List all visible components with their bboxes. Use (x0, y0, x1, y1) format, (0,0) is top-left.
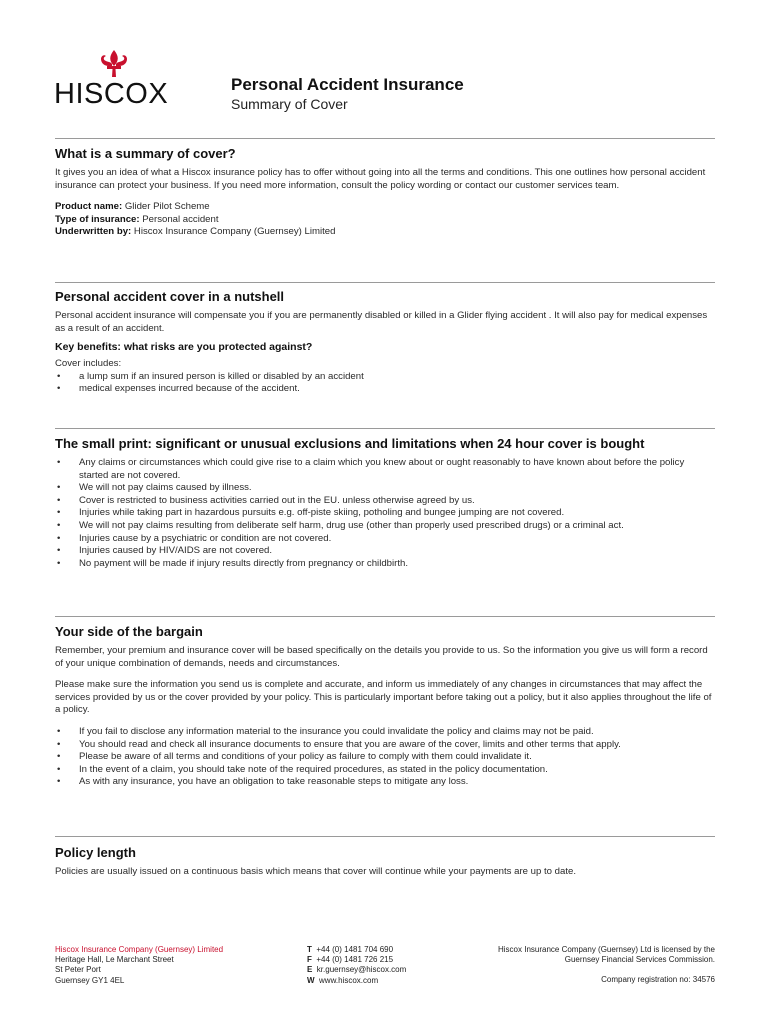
section-heading: What is a summary of cover? (55, 146, 236, 161)
fax-line: F +44 (0) 1481 726 215 (307, 955, 394, 965)
section-heading: The small print: significant or unusual exclusions and limitations when 24 hour cover is bought (55, 436, 645, 451)
nutshell-section (55, 289, 715, 396)
phone-line: T +44 (0) 1481 704 690 (307, 945, 394, 954)
list-item: • In the event of a claim, you should take note of the required procedures, as stated in the policy documentation. (55, 764, 715, 777)
footer-license (455, 945, 715, 986)
bargain-paragraph: Please make sure the information you send us is complete and accurate, and inform us immediately of any changes in circumstances that may affect the services provided by us or the cover provided by your policy. This is particularly important before taking out a policy, but it also applies throughout the life of a policy. (55, 679, 712, 716)
summary-text: It gives you an idea of what a Hiscox insurance policy has to offer without going into all the terms and conditions. This one outlines how personal accident insurance can protect your business. If you need more information, consult the policy wording or contact our customer services team. (55, 167, 706, 191)
divider (55, 138, 715, 139)
underwriter-line: Underwritten by: Hiscox Insurance Company (Guernsey) Limited (55, 226, 336, 238)
brand-wordmark: HISCOX (54, 78, 169, 110)
summary-section (55, 146, 715, 239)
page-subtitle: Summary of Cover (231, 96, 348, 112)
section-heading: Policy length (55, 845, 136, 860)
list-item: • Any claims or circumstances which could give rise to a claim which you knew about or ought reasonably to have known about before the policy started are not covered. (55, 457, 715, 482)
bargain-paragraph: Remember, your premium and insurance cover will be based specifically on the details you provide to us. So the information you give us will form a record of your unique combination of demands, needs and circumstances. (55, 645, 708, 669)
website-line[interactable]: W www.hiscox.com (307, 975, 379, 985)
benefits-list (55, 371, 715, 396)
section-heading: Your side of the bargain (55, 624, 203, 639)
obligations-list (55, 726, 715, 789)
hiscox-logo (54, 50, 174, 109)
exclusions-list (55, 457, 715, 570)
list-item: • Injuries cause by a psychiatric or condition are not covered. (55, 533, 715, 546)
divider (55, 836, 715, 837)
registration-number: Company registration no: 34576 (601, 975, 715, 985)
list-item: • medical expenses incurred because of the accident. (55, 383, 715, 396)
benefits-heading: Key benefits: what risks are you protected against? (55, 341, 313, 354)
section-heading: Personal accident cover in a nutshell (55, 289, 285, 304)
email-line[interactable]: E kr.guernsey@hiscox.com (307, 965, 407, 975)
list-item: • We will not pay claims resulting from deliberate self harm, drug use (other than properly used prescribed drugs) or a criminal act. (55, 520, 715, 533)
list-item: • You should read and check all insurance documents to ensure that you are aware of the cover, limits and other terms that apply. (55, 739, 715, 752)
list-item: • Cover is restricted to business activities carried out in the EU. unless otherwise agreed by us. (55, 495, 715, 508)
footer-contacts (307, 945, 477, 986)
insurance-type-line: Type of insurance: Personal accident (55, 213, 219, 225)
nutshell-text: Personal accident insurance will compensate you if you are permanently disabled or killed in a Glider flying accident . It will also pay for medical expenses as a result of an accident. (55, 310, 708, 334)
license-text: Guernsey Financial Services Commission. (564, 955, 715, 965)
divider (55, 616, 715, 617)
fleur-de-lis-icon (97, 50, 131, 78)
page-title: Personal Accident Insurance (231, 75, 464, 94)
list-item: • As with any insurance, you have an obligation to take reasonable steps to mitigate any loss. (55, 776, 715, 789)
list-item: • Injuries while taking part in hazardous pursuits e.g. off-piste skiing, potholing and bungee jumping are not covered. (55, 507, 715, 520)
list-item: • a lump sum if an insured person is killed or disabled by an accident (55, 371, 715, 384)
list-item: • Injuries caused by HIV/AIDS are not covered. (55, 545, 715, 558)
footer-address (55, 945, 275, 986)
small-print-section (55, 436, 715, 570)
bargain-section (55, 624, 715, 789)
divider (55, 428, 715, 429)
address-line: St Peter Port (55, 965, 101, 975)
license-text: Hiscox Insurance Company (Guernsey) Ltd is licensed by the (498, 945, 715, 954)
policy-length-text: Policies are usually issued on a continuous basis which means that cover will continue while your payments are up to date. (55, 866, 577, 877)
footer-company: Hiscox Insurance Company (Guernsey) Limited (55, 945, 224, 954)
product-name-line: Product name: Glider Pilot Scheme (55, 201, 210, 213)
cover-intro: Cover includes: (55, 358, 122, 370)
list-item: • Please be aware of all terms and conditions of your policy as failure to comply with them could invalidate it. (55, 751, 715, 764)
divider (55, 282, 715, 283)
policy-length-section (55, 845, 715, 879)
list-item: • We will not pay claims caused by illness. (55, 482, 715, 495)
list-item: • If you fail to disclose any information material to the insurance you could invalidate the policy and claims may not be paid. (55, 726, 715, 739)
address-line: Guernsey GY1 4EL (55, 975, 125, 985)
address-line: Heritage Hall, Le Marchant Street (55, 955, 174, 965)
list-item: • No payment will be made if injury results directly from pregnancy or childbirth. (55, 558, 715, 571)
